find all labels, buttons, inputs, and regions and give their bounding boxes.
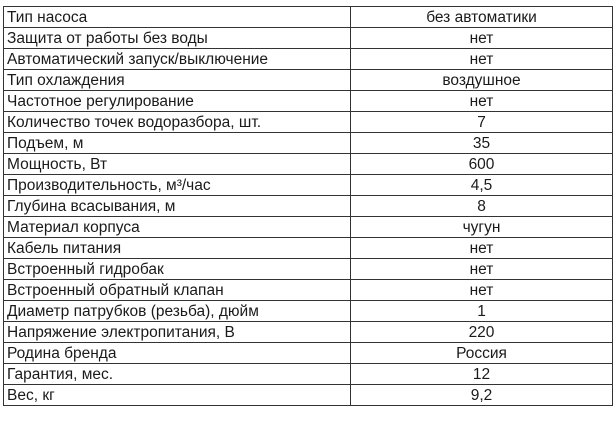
spec-name: Производительность, м³/час	[4, 175, 351, 196]
table-row	[4, 322, 613, 343]
spec-name: Мощность, Вт	[4, 154, 351, 175]
table-row	[4, 280, 613, 301]
table-row	[4, 217, 613, 238]
spec-value: 7	[351, 112, 613, 133]
spec-value: 600	[351, 154, 613, 175]
table-row	[4, 133, 613, 154]
spec-value: воздушное	[351, 70, 613, 91]
spec-value: 9,2	[351, 385, 613, 406]
table-row	[4, 238, 613, 259]
specifications-table	[3, 6, 613, 406]
spec-name: Гарантия, мес.	[4, 364, 351, 385]
table-row	[4, 70, 613, 91]
spec-value: 8	[351, 196, 613, 217]
spec-value: нет	[351, 91, 613, 112]
table-row	[4, 112, 613, 133]
specifications-body	[4, 7, 613, 406]
spec-name: Диаметр патрубков (резьба), дюйм	[4, 301, 351, 322]
spec-value: нет	[351, 28, 613, 49]
spec-value: 4,5	[351, 175, 613, 196]
spec-name: Тип охлаждения	[4, 70, 351, 91]
spec-value: чугун	[351, 217, 613, 238]
spec-value: 1	[351, 301, 613, 322]
spec-name: Встроенный гидробак	[4, 259, 351, 280]
table-row	[4, 343, 613, 364]
spec-value: нет	[351, 49, 613, 70]
spec-name: Защита от работы без воды	[4, 28, 351, 49]
table-row	[4, 7, 613, 28]
table-row	[4, 259, 613, 280]
table-row	[4, 28, 613, 49]
table-row	[4, 154, 613, 175]
table-row	[4, 385, 613, 406]
spec-name: Тип насоса	[4, 7, 351, 28]
spec-value: 35	[351, 133, 613, 154]
spec-value: 220	[351, 322, 613, 343]
spec-name: Встроенный обратный клапан	[4, 280, 351, 301]
spec-value: нет	[351, 259, 613, 280]
spec-name: Родина бренда	[4, 343, 351, 364]
spec-name: Частотное регулирование	[4, 91, 351, 112]
spec-name: Напряжение электропитания, В	[4, 322, 351, 343]
spec-value: нет	[351, 238, 613, 259]
spec-name: Кабель питания	[4, 238, 351, 259]
spec-name: Глубина всасывания, м	[4, 196, 351, 217]
table-row	[4, 301, 613, 322]
table-row	[4, 196, 613, 217]
spec-value: нет	[351, 280, 613, 301]
table-row	[4, 364, 613, 385]
spec-name: Количество точек водоразбора, шт.	[4, 112, 351, 133]
table-row	[4, 175, 613, 196]
spec-name: Вес, кг	[4, 385, 351, 406]
spec-value: 12	[351, 364, 613, 385]
spec-value: без автоматики	[351, 7, 613, 28]
table-row	[4, 49, 613, 70]
spec-name: Материал корпуса	[4, 217, 351, 238]
spec-name: Автоматический запуск/выключение	[4, 49, 351, 70]
spec-value: Россия	[351, 343, 613, 364]
table-row	[4, 91, 613, 112]
spec-name: Подъем, м	[4, 133, 351, 154]
